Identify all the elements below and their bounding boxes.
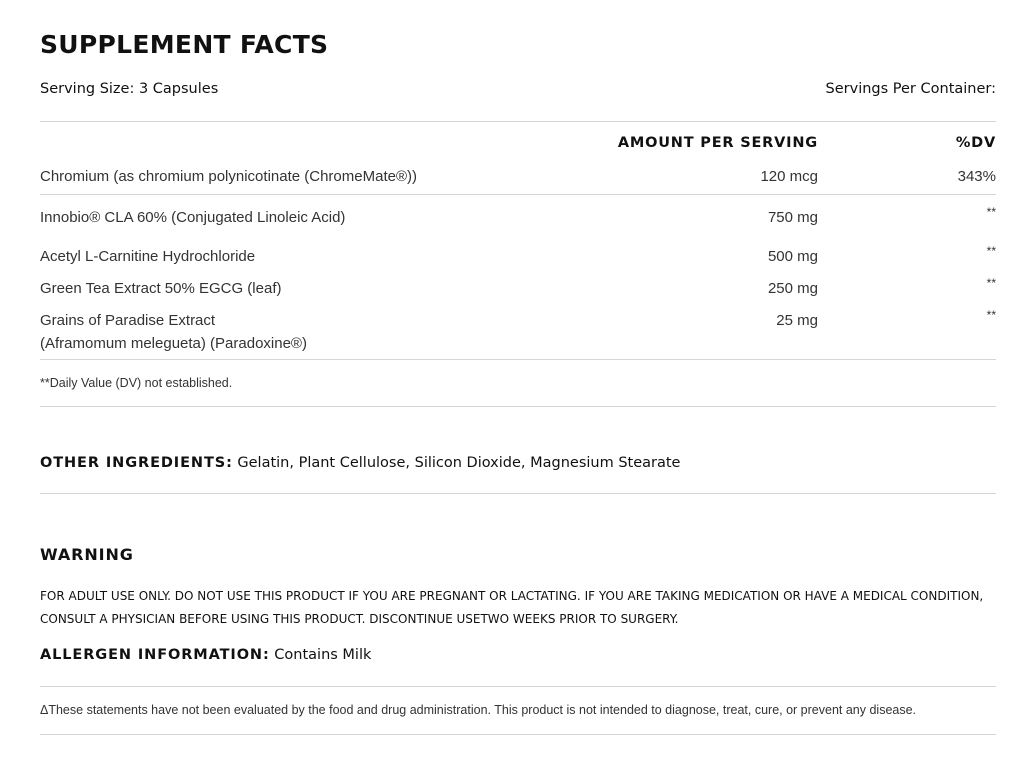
divider xyxy=(40,359,996,360)
divider xyxy=(40,686,996,687)
divider xyxy=(40,406,996,407)
serving-info xyxy=(40,81,996,97)
header-amount-per-serving: AMOUNT PER SERVING xyxy=(617,135,818,151)
ingredient-dv: ** xyxy=(986,244,996,258)
allergen-label: ALLERGEN INFORMATION: xyxy=(40,647,270,663)
ingredient-dv: ** xyxy=(986,205,996,219)
other-ingredients-label: OTHER INGREDIENTS: xyxy=(40,455,233,471)
ingredient-name: Grains of Paradise Extract (Aframomum melegueta) (Paradoxine®) xyxy=(40,312,307,352)
ingredient-amount: 500 mg xyxy=(767,248,818,265)
ingredient-amount: 120 mcg xyxy=(760,168,818,185)
warning-title: WARNING xyxy=(40,545,134,564)
other-ingredients xyxy=(40,455,680,471)
divider xyxy=(40,493,996,494)
other-ingredients-value: Gelatin, Plant Cellulose, Silicon Dioxide, Magnesium Stearate xyxy=(232,455,681,471)
ingredient-dv: 343% xyxy=(957,168,996,185)
ingredient-dv: ** xyxy=(986,276,996,290)
header-daily-value: %DV xyxy=(955,135,996,151)
dv-footnote: **Daily Value (DV) not established. xyxy=(40,376,233,390)
allergen-value: Contains Milk xyxy=(269,647,372,663)
serving-size: Serving Size: 3 Capsules xyxy=(40,81,219,97)
warning-text: FOR ADULT USE ONLY. DO NOT USE THIS PRODUCT IF YOU ARE PREGNANT OR LACTATING. IF YOU ARE TAKING MEDICATION OR HAVE A MEDICAL CONDITION, CONSULT A PHYSICIAN BEFORE USING THIS PRODUCT. DISCONTINUE USETWO WEEKS PRIOR TO SURGERY. xyxy=(40,589,984,626)
ingredient-amount: 25 mg xyxy=(776,312,818,329)
divider xyxy=(40,194,996,195)
ingredient-name: Chromium (as chromium polynicotinate (ChromeMate®)) xyxy=(40,168,417,185)
ingredient-amount: 750 mg xyxy=(767,209,818,226)
page-title: SUPPLEMENT FACTS xyxy=(40,30,329,59)
allergen-information xyxy=(40,647,371,663)
ingredient-name: Innobio® CLA 60% (Conjugated Linoleic Acid) xyxy=(40,209,346,226)
ingredient-name: Acetyl L-Carnitine Hydrochloride xyxy=(40,248,256,265)
ingredient-dv: ** xyxy=(986,308,996,322)
divider xyxy=(40,734,996,735)
servings-per-container: Servings Per Container: xyxy=(825,81,996,97)
divider xyxy=(40,121,996,122)
fda-disclaimer: ΔThese statements have not been evaluated by the food and drug administration. This product is not intended to diagnose, treat, cure, or prevent any disease. xyxy=(40,703,917,717)
ingredient-name: Green Tea Extract 50% EGCG (leaf) xyxy=(40,280,282,297)
ingredient-amount: 250 mg xyxy=(767,280,818,297)
